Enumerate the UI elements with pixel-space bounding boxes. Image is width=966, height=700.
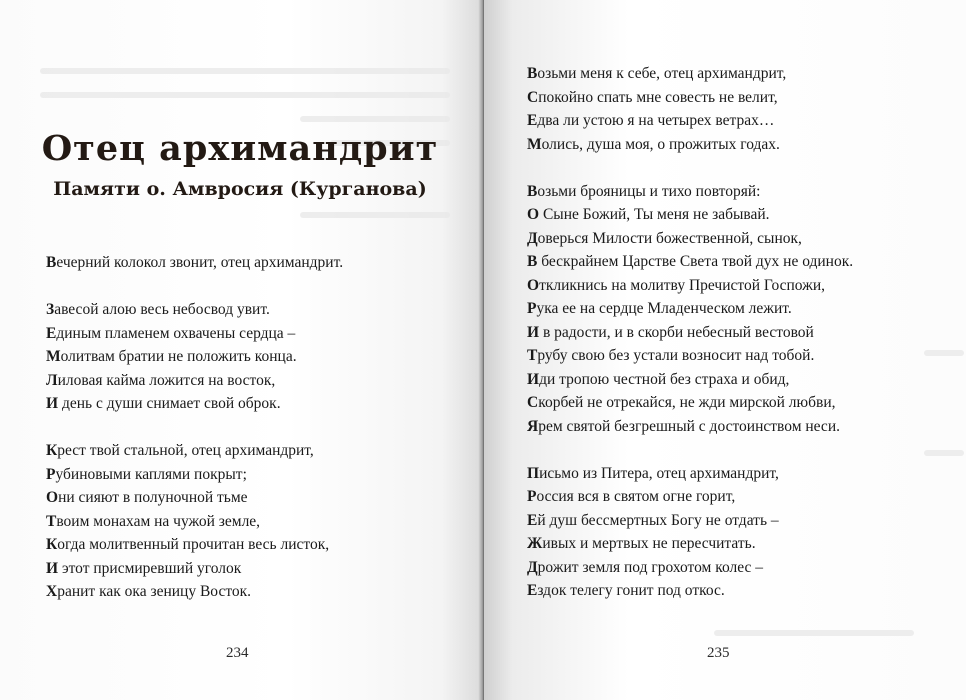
- verse-line: Крест твой стальной, отец архимандрит,: [46, 442, 314, 459]
- verse-line: Возьми брояницы и тихо повторяй:: [527, 182, 761, 200]
- verse-line: Рука ее на сердце Младенческом лежит.: [527, 300, 792, 317]
- verse-line: Спокойно спать мне совесть не велит,: [527, 88, 778, 106]
- verse-line: Откликнись на молитву Пречистой Госпожи,: [527, 276, 826, 294]
- poem-text-right: [527, 62, 853, 603]
- verse-line: Молитвам братии не положить конца.: [46, 348, 297, 365]
- verse-line: Они сияют в полуночной тьме: [46, 489, 248, 506]
- show-through: [40, 68, 450, 74]
- verse-line: Едва ли устою я на четырех ветрах…: [527, 112, 775, 129]
- verse-line: И этот присмиревший уголок: [46, 559, 242, 577]
- show-through: [300, 116, 450, 122]
- verse-line: Ездок телегу гонит под откос.: [527, 582, 725, 599]
- show-through: [40, 92, 450, 98]
- stanza-gap: [527, 438, 853, 462]
- verse-line: Молись, душа моя, о прожитых годах.: [527, 135, 780, 153]
- verse-line: Живых и мертвых не пересчитать.: [527, 535, 756, 552]
- verse-line: Твоим монахам на чужой земле,: [46, 512, 261, 530]
- verse-line: Завесой алою весь небосвод увит.: [46, 301, 270, 318]
- verse-line: Когда молитвенный прочитан весь листок,: [46, 536, 330, 553]
- verse-line: Ярем святой безгрешный с достоинством неси.: [527, 417, 840, 435]
- page-number-right: 235: [707, 645, 730, 661]
- verse-line: Хранит как ока зеницу Восток.: [46, 583, 252, 600]
- verse-line: Возьми меня к себе, отец архимандрит,: [527, 65, 787, 82]
- verse-line: Вечерний колокол звонит, отец архимандрит.: [46, 254, 344, 271]
- verse-line: Скорбей не отрекайся, не жди мирской любви,: [527, 394, 836, 411]
- stanza-gap: [46, 275, 343, 299]
- verse-line: Ей душ бессмертных Богу не отдать –: [527, 511, 779, 529]
- verse-line: Рубиновыми каплями покрыт;: [46, 465, 247, 483]
- verse-line: Письмо из Питера, отец архимандрит,: [527, 464, 779, 482]
- verse-line: Доверься Милости божественной, сынок,: [527, 229, 802, 247]
- poem-title: Отец архимандрит: [41, 128, 439, 169]
- show-through: [924, 350, 964, 356]
- show-through: [300, 212, 450, 218]
- verse-line: Дрожит земля под грохотом колес –: [527, 558, 764, 576]
- verse-line: Иди тропою честной без страха и обид,: [527, 370, 790, 388]
- poem-text-left: [46, 251, 343, 604]
- stanza-gap: [527, 156, 853, 180]
- verse-line: О Сыне Божий, Ты меня не забывай.: [527, 206, 770, 223]
- verse-line: И день с души снимает свой оброк.: [46, 395, 281, 412]
- left-page: [0, 0, 480, 700]
- verse-line: Лиловая кайма ложится на восток,: [46, 371, 276, 389]
- stanza-gap: [46, 416, 343, 440]
- verse-line: В бескрайнем Царстве Света твой дух не одинок.: [527, 253, 854, 270]
- page-number-left: 234: [226, 645, 249, 661]
- verse-line: Трубу свою без устали возносит над тобой.: [527, 347, 815, 364]
- verse-line: И в радости, и в скорби небесный вестовой: [527, 323, 814, 341]
- show-through: [714, 630, 914, 636]
- show-through: [924, 450, 964, 456]
- verse-line: Россия вся в святом огне горит,: [527, 488, 736, 505]
- poem-subtitle: Памяти о. Амвросия (Курганова): [53, 178, 427, 200]
- verse-line: Единым пламенем охвачены сердца –: [46, 324, 296, 342]
